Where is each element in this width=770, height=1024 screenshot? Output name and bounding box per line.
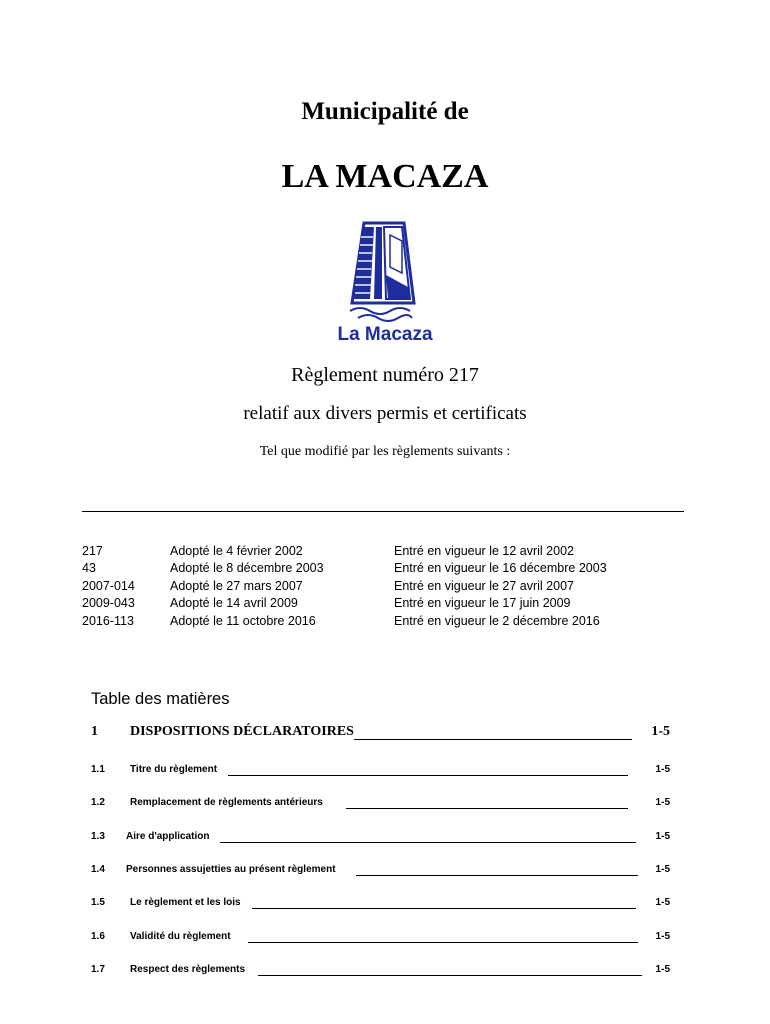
- amendment-number: 43: [82, 561, 96, 575]
- toc-page-number: 1-5: [655, 764, 670, 775]
- toc-section-entry[interactable]: [88, 831, 672, 849]
- amendment-adopted: Adopté le 14 avril 2009: [170, 596, 298, 610]
- regulation-modified-note: Tel que modifié par les règlements suivants :: [259, 444, 511, 459]
- amendment-row: [82, 596, 682, 613]
- toc-page-number: 1-5: [655, 931, 670, 942]
- amendment-in-force: Entré en vigueur le 16 décembre 2003: [394, 561, 607, 575]
- toc-section-title: Titre du règlement: [130, 764, 218, 775]
- toc-section-entry[interactable]: [88, 797, 672, 815]
- amendment-in-force: Entré en vigueur le 17 juin 2009: [394, 596, 571, 610]
- amendment-number: 2016-113: [82, 614, 134, 628]
- toc-leader-line: [258, 975, 642, 976]
- toc-leader-line: [220, 842, 636, 843]
- toc-title: Table des matières: [91, 690, 230, 708]
- toc-page-number: 1-5: [655, 831, 670, 842]
- toc-page-number: 1-5: [651, 724, 670, 739]
- regulation-number: Règlement numéro 217: [291, 364, 479, 386]
- amendment-number: 2009-043: [82, 596, 135, 610]
- toc-section-entry[interactable]: [88, 897, 672, 915]
- amendment-number: 217: [82, 544, 103, 558]
- amendment-adopted: Adopté le 11 octobre 2016: [170, 614, 316, 628]
- toc-section-title: Le règlement et les lois: [130, 897, 241, 908]
- amendment-adopted: Adopté le 8 décembre 2003: [170, 561, 324, 575]
- toc-section-number: 1.5: [91, 897, 105, 908]
- toc-section-entry[interactable]: [88, 764, 672, 782]
- toc-section-title: Aire d'application: [126, 831, 210, 842]
- toc-section-number: 1.7: [91, 964, 105, 975]
- toc-section-entry[interactable]: [88, 931, 672, 949]
- toc-section-title: Personnes assujetties au présent règlement: [126, 864, 336, 875]
- toc-section-number: 1.4: [91, 864, 105, 875]
- amendment-in-force: Entré en vigueur le 27 avril 2007: [394, 579, 574, 593]
- tower-emblem-icon: [330, 215, 440, 345]
- municipality-label: Municipalité de: [301, 98, 469, 125]
- toc-section-title: Respect des règlements: [130, 964, 246, 975]
- logo-text: La Macaza: [337, 324, 433, 345]
- toc-section-number: 1.3: [91, 831, 105, 842]
- toc-page-number: 1-5: [655, 864, 670, 875]
- toc-section-number: 1.6: [91, 931, 105, 942]
- toc-page-number: 1-5: [655, 897, 670, 908]
- toc-chapter-title: DISPOSITIONS DÉCLARATOIRES: [130, 724, 354, 739]
- toc-chapter-number: 1: [91, 724, 98, 739]
- toc-leader-line: [252, 908, 636, 909]
- toc-section-number: 1.1: [91, 764, 105, 775]
- section-divider: [82, 511, 684, 512]
- toc-leader-line: [346, 808, 628, 809]
- regulation-subject: relatif aux divers permis et certificats: [243, 403, 527, 424]
- toc-section-entry[interactable]: [88, 864, 672, 882]
- toc-page-number: 1-5: [655, 797, 670, 808]
- toc-leader-line: [248, 942, 638, 943]
- toc-section-title: Remplacement de règlements antérieurs: [130, 797, 323, 808]
- toc-leader-line: [356, 875, 638, 876]
- toc-leader-line: [228, 775, 628, 776]
- toc-section-number: 1.2: [91, 797, 105, 808]
- toc-page-number: 1-5: [655, 964, 670, 975]
- amendment-number: 2007-014: [82, 579, 135, 593]
- amendment-row: [82, 561, 682, 578]
- amendment-adopted: Adopté le 27 mars 2007: [170, 579, 303, 593]
- amendment-in-force: Entré en vigueur le 12 avril 2002: [394, 544, 574, 558]
- amendment-row: [82, 614, 682, 631]
- municipal-logo: [330, 215, 440, 345]
- amendment-row: [82, 579, 682, 596]
- toc-section-entry[interactable]: [88, 964, 672, 982]
- toc-chapter-entry[interactable]: [88, 724, 672, 742]
- amendment-in-force: Entré en vigueur le 2 décembre 2016: [394, 614, 600, 628]
- amendment-adopted: Adopté le 4 février 2002: [170, 544, 303, 558]
- amendment-row: [82, 544, 682, 561]
- toc-section-title: Validité du règlement: [130, 931, 231, 942]
- city-name-title: LA MACAZA: [281, 158, 489, 195]
- toc-leader-line: [354, 739, 632, 740]
